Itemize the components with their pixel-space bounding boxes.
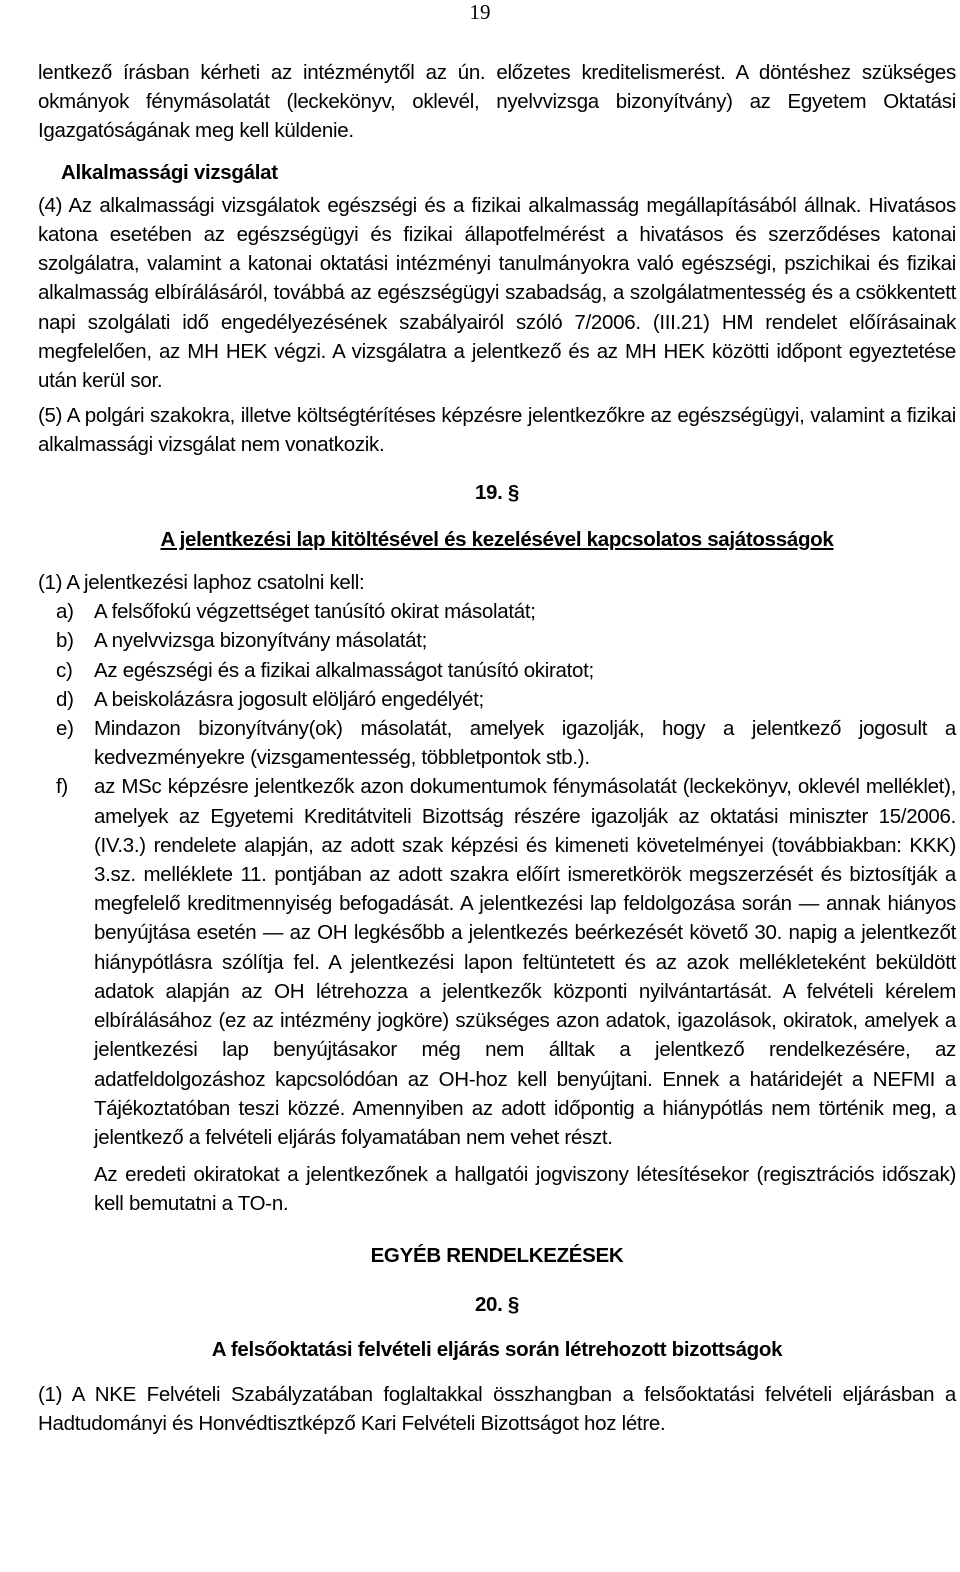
intro-paragraph: lentkező írásban kérheti az intézménytől az ún. előzetes kreditelismerést. A döntéshez szükséges okmányok fénymásolatát (leckekönyv, oklevél, nyelvvizsga bizonyítvány) az Egyetem Oktatási Igazgatóságának meg kell küldenie. bbox=[38, 61, 956, 143]
subheading-alkalmassagi: Alkalmassági vizsgálat bbox=[61, 160, 278, 184]
section-19-title: A jelentkezési lap kitöltésével és kezelésével kapcsolatos sajátosságok bbox=[160, 527, 834, 551]
list-item-label: d) bbox=[56, 687, 74, 711]
list-item-text: A beiskolázásra jogosult elöljáró engedélyét; bbox=[94, 687, 484, 711]
list-item-label: e) bbox=[56, 717, 74, 741]
attachment-list bbox=[38, 597, 956, 1152]
paragraph-4: (4) Az alkalmassági vizsgálatok egészségi és a fizikai alkalmasság megállapításából állnak. Hivatásos katona esetében az egészségügyi és fizikai állapotfelmérést a hivatásos és szerződéses katonai szolgálatra, valamint a katonai oktatási intézményi tanulmányokra való egészségi, pszichikai és fizikai alkalmasság elbírálásáról, továbbá az egészségügyi szabadság, a szolgálatmentesség és a csökkentett napi szolgálati idő engedélyezésének szabályairól szóló 7/2006. (III.21) HM rendelet előírásainak megfelelően, az MH HEK végzi. A vizsgálatra a jelentkező és az MH HEK közötti időpont egyeztetése után kerül sor. bbox=[38, 193, 956, 393]
list-item-label: f) bbox=[56, 775, 68, 799]
list-item bbox=[38, 597, 956, 626]
list-item-label: c) bbox=[56, 658, 73, 682]
list-item bbox=[38, 656, 956, 685]
list-item-text: Mindazon bizonyítvány(ok) másolatát, amelyek igazolják, hogy a jelentkező jogosult a kedvezményekre (vizsgamentesség, többletpontok stb.). bbox=[94, 717, 956, 770]
list-item bbox=[38, 685, 956, 714]
paragraph-5: (5) A polgári szakokra, illetve költségtérítéses képzésre jelentkezőkre az egészségügyi, valamint a fizikai alkalmassági vizsgálat nem vonatkozik. bbox=[38, 404, 956, 457]
document-body bbox=[38, 58, 956, 1439]
section-20-para-1: (1) A NKE Felvételi Szabályzatában foglaltakkal összhangban a felsőoktatási felvételi eljárásban a Hadtudományi és Honvédtisztképző Kari Felvételi Bizottságot hoz létre. bbox=[38, 1383, 956, 1436]
list-item-text: A nyelvvizsga bizonyítvány másolatát; bbox=[94, 629, 428, 653]
section-19-para-1: (1) A jelentkezési laphoz csatolni kell: bbox=[38, 571, 365, 595]
list-item-label: a) bbox=[56, 600, 74, 624]
section-19-number: 19. § bbox=[474, 480, 520, 504]
page-number: 19 bbox=[469, 0, 491, 24]
list-item bbox=[38, 714, 956, 772]
list-item-text: az MSc képzésre jelentkezők azon dokumentumok fénymásolatát (leckekönyv, oklevél melléklet), amelyek az Egyetemi Kreditátviteli Bizottság részére igazolják az oktatási miniszter 15/2006. (IV.3.) rendelete alapján, az adott szak képzési és kimeneti követelményei (továbbiakban: KKK) 3.sz. melléklete 11. pontjában az adott szakra előírt ismeretkörök megszerzését és biztosítják a megfelelő kreditmennyiség befogadását. A jelentkezési lap feldolgozása során — annak hiányos benyújtása esetén — az OH legkésőbb a jelentkezés beérkezését követő 30. napig a jelentkezőt hiánypótlásra szólítja fel. A jelentkezési lapon feltüntetett és az azok mellékleteként beküldött adatok alapján az OH létrehozza a jelentkezők központi nyilvántartását. A felvételi kérelem elbírálásához (ez az intézmény jogköre) szükséges azon adatok, igazolások, okiratok, amelyek a jelentkezési lap benyújtásakor még nem álltak a jelentkező rendelkezésére, az adatfeldolgozáshoz kapcsolódóan az OH-hoz kell benyújtani. Ennek a határidejét a NEFMI a Tájékoztatóban teszi közzé. Amennyiben az adott időpontig a hiánypótlás nem történik meg, a jelentkező a felvételi eljárás folyamatában nem vehet részt. bbox=[94, 775, 956, 1149]
list-item bbox=[38, 626, 956, 655]
egyeb-rendelkezesek-heading: EGYÉB RENDELKEZÉSEK bbox=[370, 1243, 624, 1267]
list-item-text: Az egészségi és a fizikai alkalmasságot tanúsító okiratot; bbox=[94, 658, 594, 682]
list-item-text: A felsőfokú végzettséget tanúsító okirat másolatát; bbox=[94, 600, 536, 624]
list-item-label: b) bbox=[56, 629, 74, 653]
original-documents-note: Az eredeti okiratokat a jelentkezőnek a hallgatói jogviszony létesítésekor (regisztrációs időszak) kell bemutatni a TO-n. bbox=[94, 1163, 956, 1216]
section-20-title: A felsőoktatási felvételi eljárás során létrehozott bizottságok bbox=[211, 1337, 783, 1361]
list-item bbox=[38, 772, 956, 1152]
section-20-number: 20. § bbox=[474, 1292, 520, 1316]
